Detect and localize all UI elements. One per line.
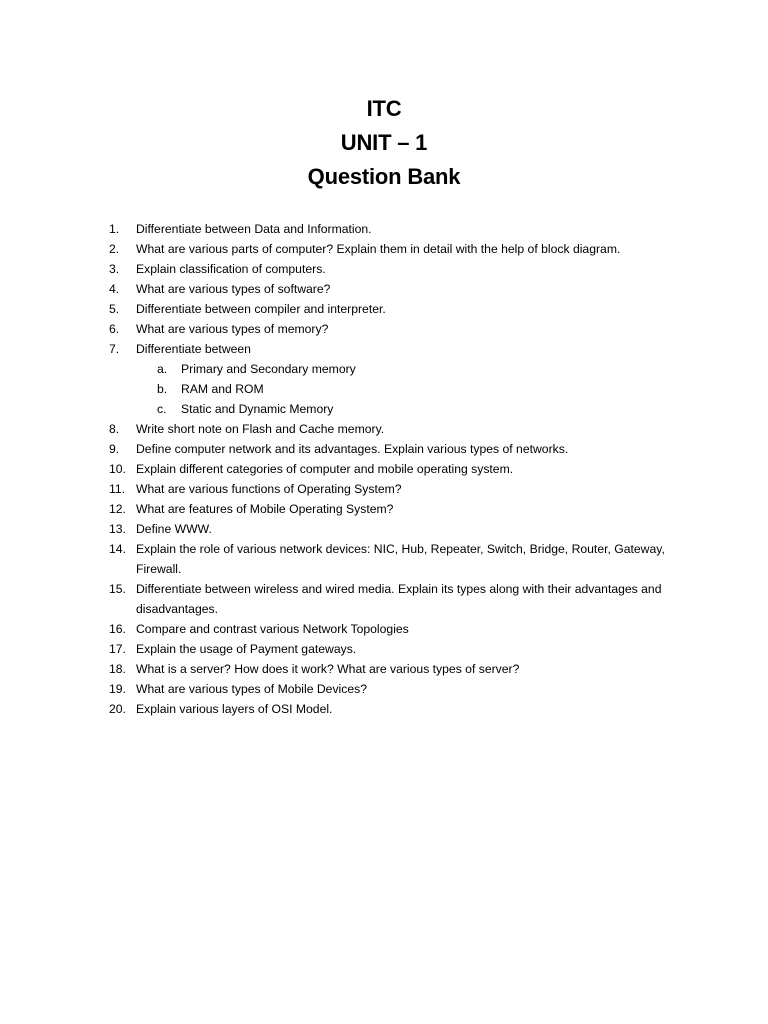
question-number: 2. bbox=[109, 242, 120, 256]
question-list bbox=[109, 219, 689, 719]
sub-question-text: Primary and Secondary memory bbox=[181, 362, 356, 376]
question-number: 1. bbox=[109, 222, 120, 236]
question-text: What are various types of memory? bbox=[136, 322, 329, 336]
question-number: 9. bbox=[109, 442, 120, 456]
question-text: Differentiate between bbox=[136, 342, 251, 356]
question-item bbox=[109, 699, 689, 719]
question-number: 6. bbox=[109, 322, 120, 336]
question-text: Explain different categories of computer and mobile operating system. bbox=[136, 462, 514, 476]
question-item bbox=[109, 619, 689, 639]
question-item bbox=[109, 639, 689, 659]
question-text: What is a server? How does it work? What are various types of server? bbox=[136, 662, 520, 676]
question-item bbox=[109, 659, 689, 679]
question-number: 10. bbox=[109, 462, 126, 476]
question-item bbox=[109, 279, 689, 299]
question-item bbox=[109, 519, 689, 539]
question-text: Explain various layers of OSI Model. bbox=[136, 702, 333, 716]
question-item bbox=[109, 499, 689, 519]
question-text: What are various parts of computer? Explain them in detail with the help of block diagram. bbox=[136, 242, 621, 256]
question-number: 11. bbox=[109, 482, 126, 496]
sub-question-text: Static and Dynamic Memory bbox=[181, 402, 334, 416]
question-number: 17. bbox=[109, 642, 126, 656]
question-item bbox=[109, 299, 689, 319]
question-text: Explain the role of various network devices: NIC, Hub, Repeater, Switch, Bridge, Router, Gateway, Firewall. bbox=[136, 542, 665, 576]
question-item bbox=[109, 539, 689, 579]
document-title: Question Bank bbox=[307, 164, 461, 189]
sub-question-letter: c. bbox=[157, 402, 167, 416]
question-number: 12. bbox=[109, 502, 126, 516]
question-number: 5. bbox=[109, 302, 120, 316]
question-text: What are various types of Mobile Devices? bbox=[136, 682, 367, 696]
question-number: 14. bbox=[109, 542, 126, 556]
question-number: 3. bbox=[109, 262, 120, 276]
question-text: Write short note on Flash and Cache memory. bbox=[136, 422, 385, 436]
question-item bbox=[109, 339, 689, 359]
question-item bbox=[109, 679, 689, 699]
question-number: 20. bbox=[109, 702, 126, 716]
question-number: 13. bbox=[109, 522, 126, 536]
question-number: 19. bbox=[109, 682, 126, 696]
question-number: 8. bbox=[109, 422, 120, 436]
question-number: 15. bbox=[109, 582, 126, 596]
course-title: ITC bbox=[366, 96, 402, 121]
sub-question-item bbox=[157, 399, 689, 419]
sub-question-letter: b. bbox=[157, 382, 168, 396]
sub-question-item bbox=[157, 359, 689, 379]
sub-question-item bbox=[157, 379, 689, 399]
question-text: Explain classification of computers. bbox=[136, 262, 326, 276]
question-text: What are various types of software? bbox=[136, 282, 331, 296]
question-text: Differentiate between compiler and interpreter. bbox=[136, 302, 386, 316]
sub-question-letter: a. bbox=[157, 362, 168, 376]
question-number: 16. bbox=[109, 622, 126, 636]
question-item bbox=[109, 319, 689, 339]
question-number: 4. bbox=[109, 282, 120, 296]
question-text: Compare and contrast various Network Topologies bbox=[136, 622, 409, 636]
question-item bbox=[109, 579, 689, 619]
sub-question-text: RAM and ROM bbox=[181, 382, 264, 396]
question-item bbox=[109, 259, 689, 279]
question-item bbox=[109, 419, 689, 439]
question-item bbox=[109, 479, 689, 499]
title-block bbox=[0, 92, 768, 194]
question-item bbox=[109, 219, 689, 239]
question-item bbox=[109, 439, 689, 459]
question-text: Differentiate between Data and Information. bbox=[136, 222, 372, 236]
question-number: 18. bbox=[109, 662, 126, 676]
question-text: Define computer network and its advantages. Explain various types of networks. bbox=[136, 442, 569, 456]
question-text: Define WWW. bbox=[136, 522, 212, 536]
unit-title: UNIT – 1 bbox=[340, 130, 428, 155]
question-text: What are various functions of Operating System? bbox=[136, 482, 402, 496]
question-text: Differentiate between wireless and wired media. Explain its types along with their advantages and disadvantages. bbox=[136, 582, 662, 616]
question-item bbox=[109, 239, 689, 259]
question-item bbox=[109, 459, 689, 479]
question-text: Explain the usage of Payment gateways. bbox=[136, 642, 357, 656]
question-text: What are features of Mobile Operating System? bbox=[136, 502, 394, 516]
question-number: 7. bbox=[109, 342, 120, 356]
